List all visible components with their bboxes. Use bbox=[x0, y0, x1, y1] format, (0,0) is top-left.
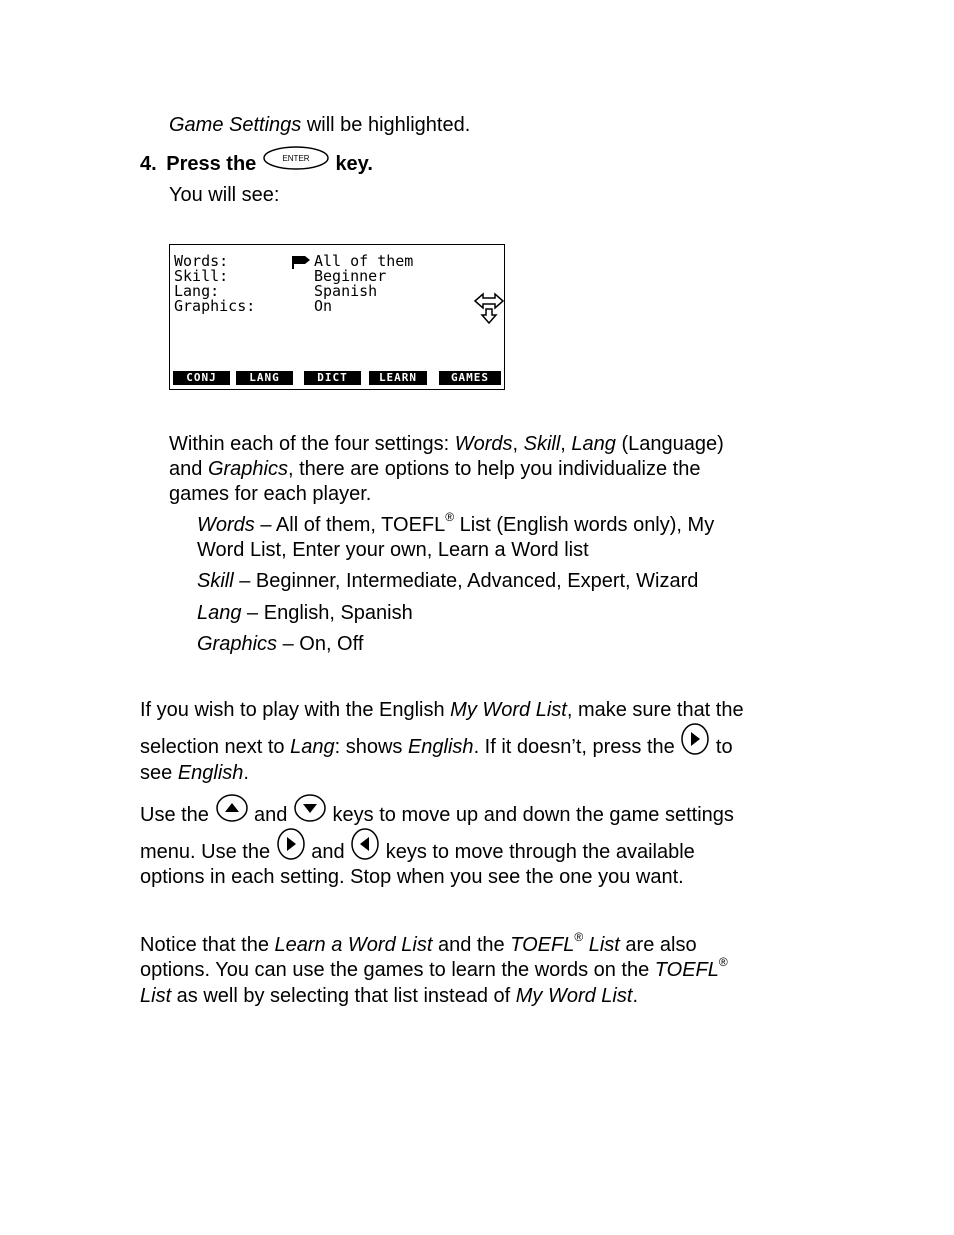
tab-lang[interactable]: LANG bbox=[236, 371, 293, 385]
nav-para-line3: options in each setting. Stop when you see the one you want. bbox=[140, 866, 684, 888]
screen-row-value: Beginner bbox=[314, 267, 387, 285]
settings-para-line2: and Graphics, there are options to help you individualize the bbox=[169, 458, 701, 480]
option-graphics: Graphics – On, Off bbox=[197, 633, 364, 655]
selection-flag-icon bbox=[291, 255, 311, 269]
step-key-word: key. bbox=[335, 153, 373, 175]
screen-row-value: On bbox=[314, 297, 333, 315]
right-arrow-key-icon bbox=[276, 827, 306, 861]
screen-row-label: Words: bbox=[174, 252, 229, 270]
settings-para-line1: Within each of the four settings: Words, Skill, Lang (Language) bbox=[169, 433, 724, 455]
screen-tab-bar bbox=[173, 371, 501, 385]
screen-row-label: Graphics: bbox=[174, 297, 256, 315]
right-arrow-key-icon bbox=[680, 722, 710, 756]
nav-para-line1: Use the and keys to move up and down the game settings bbox=[140, 803, 734, 827]
navigation-arrows-icon bbox=[474, 292, 504, 324]
nav-para-line2: menu. Use the and keys to move through the available bbox=[140, 840, 695, 864]
step-press: Press the bbox=[166, 153, 257, 175]
option-skill: Skill – Beginner, Intermediate, Advanced, Expert, Wizard bbox=[197, 570, 699, 592]
english-para-line2: selection next to Lang: shows English. If it doesn’t, press the to bbox=[140, 735, 733, 759]
screen-row-value: Spanish bbox=[314, 282, 378, 300]
screen-row-label: Skill: bbox=[174, 267, 229, 285]
option-lang: Lang – English, Spanish bbox=[197, 602, 413, 624]
settings-para-line3: games for each player. bbox=[169, 483, 372, 505]
screen-row-value: All of them bbox=[314, 252, 414, 270]
enter-key-label: ENTER bbox=[282, 153, 310, 163]
option-words: Words – All of them, TOEFL® List (English words only), My bbox=[197, 510, 715, 536]
tab-conj[interactable]: CONJ bbox=[173, 371, 230, 385]
notice-para-line3: List as well by selecting that list instead of My Word List. bbox=[140, 985, 638, 1007]
tab-games[interactable]: GAMES bbox=[439, 371, 501, 385]
english-para-line1: If you wish to play with the English My Word List, make sure that the bbox=[140, 699, 744, 721]
down-arrow-key-icon bbox=[293, 793, 327, 823]
intro-line bbox=[169, 113, 470, 137]
game-settings-term: Game Settings bbox=[169, 114, 302, 136]
english-para-line3: see English. bbox=[140, 762, 249, 784]
tab-learn[interactable]: LEARN bbox=[369, 371, 427, 385]
you-will-see: You will see: bbox=[169, 184, 280, 206]
enter-key-icon bbox=[262, 145, 330, 171]
step-number: 4. bbox=[140, 153, 157, 175]
left-arrow-key-icon bbox=[350, 827, 380, 861]
tab-dict[interactable]: DICT bbox=[304, 371, 361, 385]
option-words-line2: Word List, Enter your own, Learn a Word list bbox=[197, 539, 589, 561]
notice-para-line1: Notice that the Learn a Word List and the TOEFL® List are also bbox=[140, 930, 697, 956]
screen-row-label: Lang: bbox=[174, 282, 220, 300]
step-4 bbox=[140, 152, 373, 176]
device-screen bbox=[169, 244, 505, 390]
notice-para-line2: options. You can use the games to learn the words on the TOEFL® bbox=[140, 955, 728, 981]
intro-text: will be highlighted. bbox=[301, 114, 471, 136]
up-arrow-key-icon bbox=[215, 793, 249, 823]
